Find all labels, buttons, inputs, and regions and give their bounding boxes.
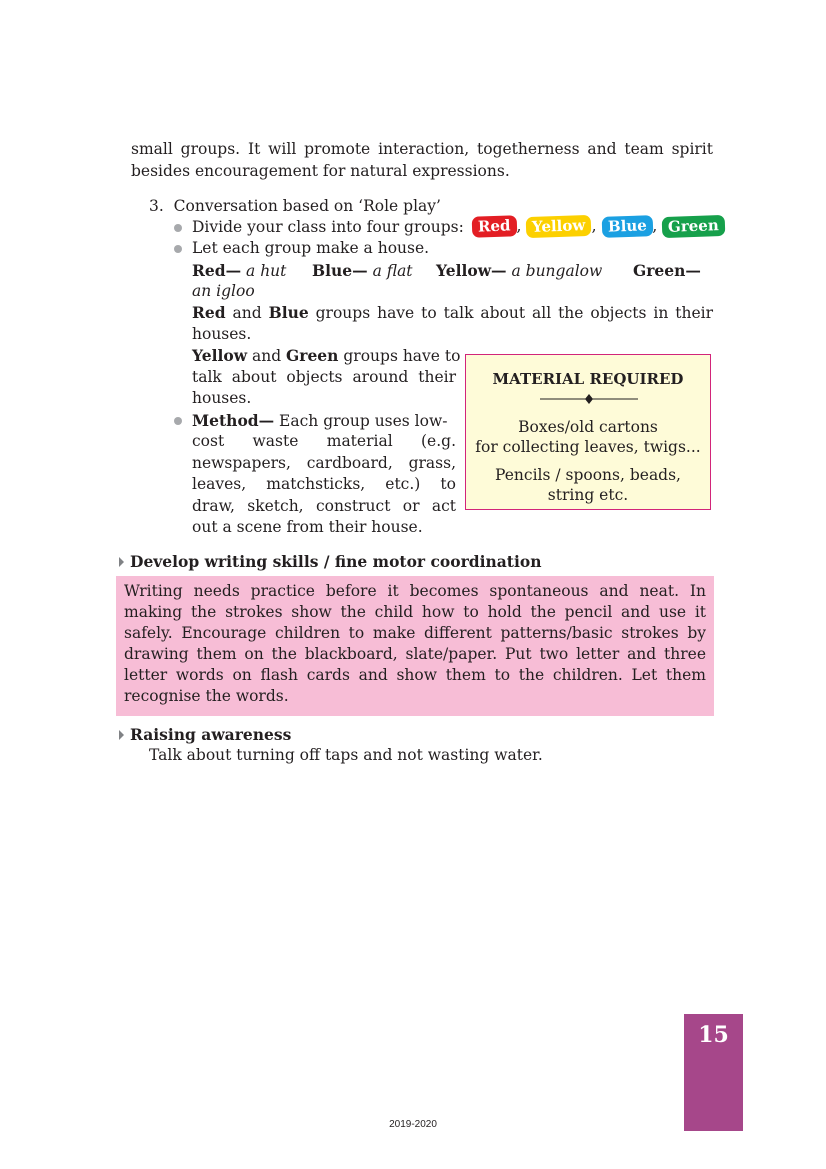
material-title: MATERIAL REQUIRED xyxy=(492,370,684,388)
group-tag-yellow: Yellow xyxy=(526,215,592,238)
house-group: Blue— xyxy=(312,261,368,280)
section-arrow-icon xyxy=(119,557,124,567)
house-group: Green— xyxy=(633,261,701,280)
footer-year: 2019-2020 xyxy=(389,1119,437,1130)
method-line-2: cost waste material (e.g. xyxy=(192,432,456,450)
writing-line: recognise the words. xyxy=(124,687,289,705)
intro-line-1: small groups. It will promote interaction, togetherness and team spirit xyxy=(131,140,713,158)
divide-groups-text: Divide your class into four groups: xyxy=(192,218,464,236)
method-line-1 xyxy=(192,410,456,432)
comma: , xyxy=(591,217,597,235)
house-type: a bungalow xyxy=(511,262,603,280)
section-arrow-icon xyxy=(119,730,124,740)
material-item-1-line-2: for collecting leaves, twigs... xyxy=(475,438,701,456)
house-type: a flat xyxy=(372,262,413,280)
method-line-5: draw, sketch, construct or act xyxy=(192,497,456,515)
house-red xyxy=(192,260,286,282)
house-green-group xyxy=(633,260,701,282)
material-item-2-line-1: Pencils / spoons, beads, xyxy=(495,466,681,484)
house-group: Yellow— xyxy=(436,261,507,280)
awareness-text: Talk about turning off taps and not wasting water. xyxy=(149,746,543,764)
method-label: Method— xyxy=(192,411,275,430)
awareness-heading: Raising awareness xyxy=(130,725,292,744)
writing-note-box xyxy=(116,576,714,716)
house-group: Red— xyxy=(192,261,242,280)
yellow-green-line-2: talk about objects around their xyxy=(192,368,456,386)
method-line-3: newspapers, cardboard, grass, xyxy=(192,454,456,472)
writing-line: Writing needs practice before it becomes spontaneous and neat. In xyxy=(124,582,706,600)
yellow-green-rest: groups have to xyxy=(338,347,461,365)
and-word: and xyxy=(225,304,269,322)
intro-line-2: besides encouragement for natural expressions. xyxy=(131,162,510,180)
group-tags xyxy=(472,216,725,237)
bullet-dot xyxy=(174,245,182,253)
ornament-divider-icon xyxy=(540,393,638,405)
red-blue-rest: groups have to talk about all the objects in their xyxy=(308,304,714,322)
house-green-type xyxy=(192,281,255,302)
material-required-box xyxy=(465,354,711,510)
bullet-dot xyxy=(174,224,182,232)
material-item-1-line-1: Boxes/old cartons xyxy=(518,418,658,436)
green-word: Green xyxy=(286,346,339,365)
red-blue-line-1 xyxy=(192,302,713,324)
blue-word: Blue xyxy=(268,303,309,322)
make-house-text: Let each group make a house. xyxy=(192,239,430,257)
writing-line: letter words on flash cards and show them to the children. Let them xyxy=(124,666,706,684)
page-number-tab xyxy=(684,1014,743,1131)
writing-heading: Develop writing skills / fine motor coordination xyxy=(130,552,542,571)
writing-line: safely. Encourage children to make different patterns/basic strokes by xyxy=(124,624,706,642)
group-tag-blue: Blue xyxy=(601,215,653,238)
material-item-2-line-2: string etc. xyxy=(547,486,629,504)
yellow-green-line-1 xyxy=(192,345,461,367)
group-tag-red: Red xyxy=(472,215,517,238)
house-yellow xyxy=(436,260,602,282)
house-type: a hut xyxy=(246,262,287,280)
writing-line: drawing them on the blackboard, slate/paper. Put two letter and three xyxy=(124,645,706,663)
and-word: and xyxy=(247,347,287,365)
yellow-word: Yellow xyxy=(192,346,248,365)
bullet-dot xyxy=(174,417,182,425)
comma: , xyxy=(652,217,658,235)
method-line-4: leaves, matchsticks, etc.) to xyxy=(192,475,456,493)
comma: , xyxy=(516,217,522,235)
red-word: Red xyxy=(192,303,226,322)
yellow-green-line-3: houses. xyxy=(192,389,252,407)
house-type: an igloo xyxy=(192,282,255,300)
method-line-6: out a scene from their house. xyxy=(192,518,423,536)
group-tag-green: Green xyxy=(662,215,725,238)
house-blue xyxy=(312,260,413,282)
writing-line: making the strokes show the child how to hold the pencil and use it xyxy=(124,603,706,621)
page-number: 15 xyxy=(698,1022,729,1048)
red-blue-line-2: houses. xyxy=(192,325,252,343)
method-text: Each group uses low- xyxy=(274,412,448,430)
role-play-heading: 3. Conversation based on ‘Role play’ xyxy=(149,197,441,215)
